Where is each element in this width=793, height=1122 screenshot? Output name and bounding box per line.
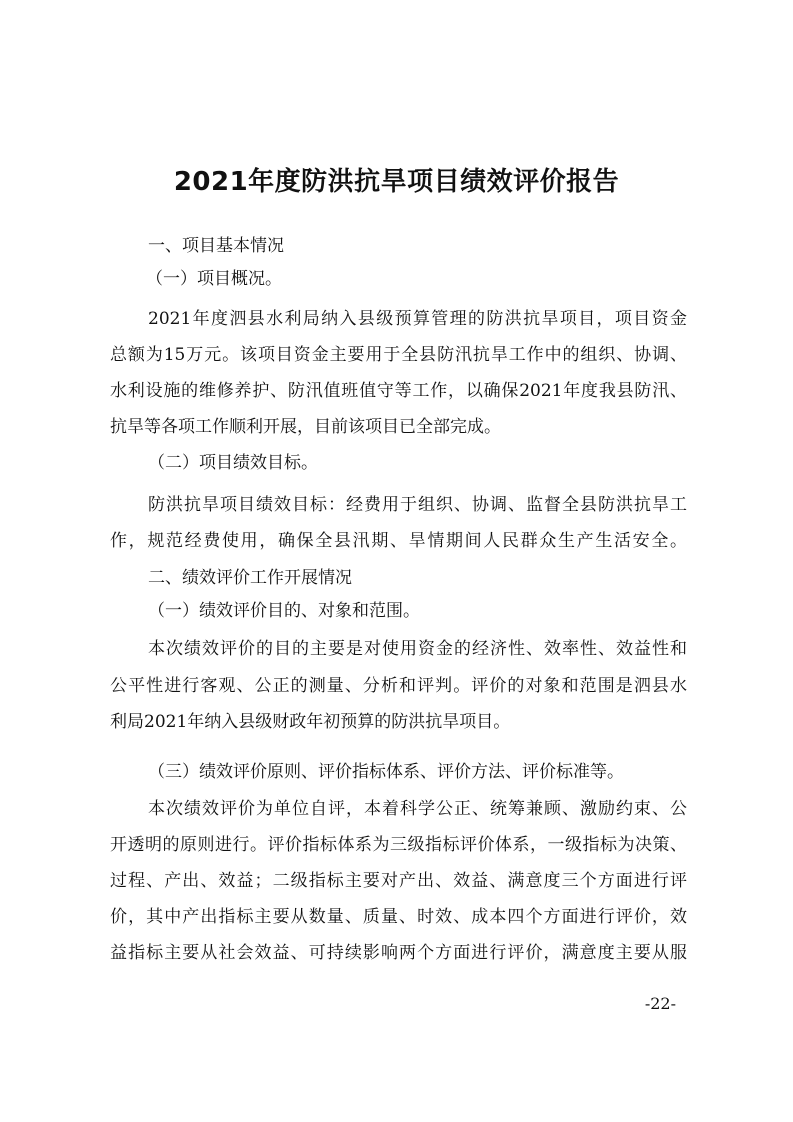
paragraph-line: 价，其中产出指标主要从数量、质量、时效、成本四个方面进行评价，效 <box>110 907 687 927</box>
paragraph-line: 公平性进行客观、公正的测量、分析和评判。评价的对象和范围是泗县水 <box>110 676 687 696</box>
subheading-2-3: （三）绩效评价原则、评价指标体系、评价方法、评价标准等。 <box>148 762 624 782</box>
section-heading-2: 二、绩效评价工作开展情况 <box>148 568 352 588</box>
paragraph-line: 过程、产出、效益；二级指标主要对产出、效益、满意度三个方面进行评 <box>110 871 687 891</box>
paragraph-line: 本次绩效评价为单位自评，本着科学公正、统筹兼顾、激励约束、公 <box>148 799 687 819</box>
page-title: 2021年度防洪抗旱项目绩效评价报告 <box>173 167 620 197</box>
paragraph-line: 益指标主要从社会效益、可持续影响两个方面进行评价，满意度主要从服 <box>110 943 687 963</box>
paragraph-line: 抗旱等各项工作顺利开展，目前该项目已全部完成。 <box>110 417 501 437</box>
page-number: -22- <box>644 994 676 1013</box>
subheading-2-1: （一）绩效评价目的、对象和范围。 <box>148 601 420 621</box>
paragraph-line: 总额为15万元。该项目资金主要用于全县防汛抗旱工作中的组织、协调、 <box>110 345 687 365</box>
subheading-1-1: （一）项目概况。 <box>146 269 282 289</box>
paragraph-line: 本次绩效评价的目的主要是对使用资金的经济性、效率性、效益性和 <box>148 639 687 659</box>
paragraph-line: 利局2021年纳入县级财政年初预算的防洪抗旱项目。 <box>110 712 511 732</box>
subheading-1-2: （二）项目绩效目标。 <box>148 453 318 473</box>
paragraph-line: 2021年度泗县水利局纳入县级预算管理的防洪抗旱项目，项目资金 <box>148 309 687 329</box>
paragraph-line: 防洪抗旱项目绩效目标：经费用于组织、协调、监督全县防洪抗旱工 <box>148 495 687 515</box>
paragraph-line: 开透明的原则进行。评价指标体系为三级指标评价体系，一级指标为决策、 <box>110 835 687 855</box>
section-heading-1: 一、项目基本情况 <box>148 236 284 256</box>
paragraph-line: 作，规范经费使用，确保全县汛期、旱情期间人民群众生产生活安全。 <box>110 531 687 551</box>
paragraph-line: 水利设施的维修养护、防汛值班值守等工作，以确保2021年度我县防汛、 <box>110 381 687 401</box>
